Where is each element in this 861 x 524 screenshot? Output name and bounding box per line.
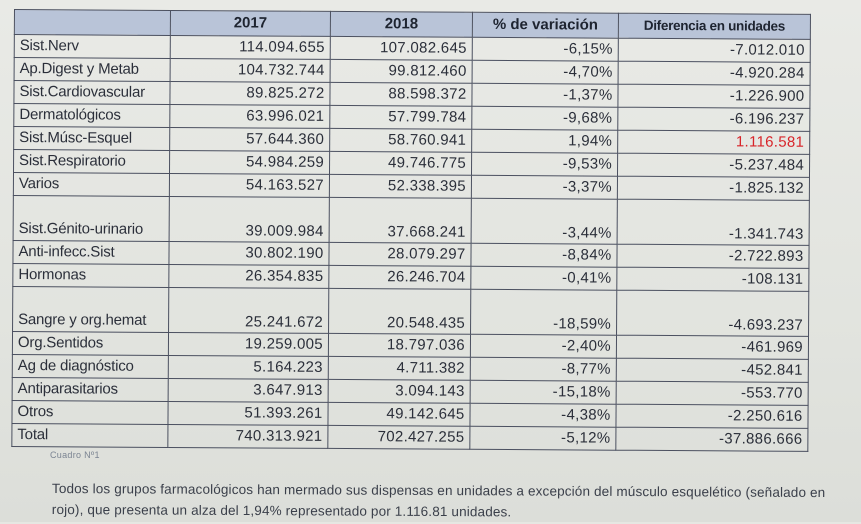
value-2018: 20.548.435 [329, 288, 471, 334]
value-diff: -4.693.237 [617, 290, 809, 336]
dispensing-table [11, 9, 811, 452]
value-pct: -18,59% [471, 289, 617, 335]
value-2017: 19.259.005 [168, 332, 328, 356]
header-2017: 2017 [170, 10, 330, 36]
value-2018: 58.760.941 [330, 128, 472, 152]
value-diff: -2.722.893 [617, 244, 809, 268]
row-name: Varios [13, 173, 169, 197]
value-pct: -0,41% [471, 266, 617, 290]
value-pct: -1,37% [472, 83, 618, 107]
value-2017: 54.984.259 [169, 150, 329, 174]
row-name: Otros [12, 400, 168, 424]
value-pct: -8,84% [471, 243, 617, 267]
value-pct: -9,53% [471, 152, 617, 176]
value-pct: -15,18% [470, 380, 616, 404]
value-2018: 28.079.297 [329, 242, 471, 266]
value-pct: -3,37% [471, 175, 617, 199]
value-2018: 3.094.143 [328, 379, 470, 403]
row-name: Org.Sentidos [12, 331, 168, 355]
value-pct: 1,94% [472, 129, 618, 153]
value-pct: -3,44% [471, 198, 617, 244]
table-row [13, 195, 809, 245]
value-pct: -8,77% [470, 357, 616, 381]
value-pct: -5,12% [470, 426, 616, 450]
value-2017: 5.164.223 [168, 355, 328, 379]
header-unit-difference: Diferencia en unidades [618, 13, 810, 39]
value-2018: 4.711.382 [328, 356, 470, 380]
value-diff: -461.969 [616, 335, 808, 359]
value-pct: -6,15% [472, 37, 618, 61]
row-name: Sist.Nerv [14, 35, 170, 59]
value-2018: 26.246.704 [329, 265, 471, 289]
header-2018: 2018 [330, 11, 472, 37]
value-2017: 25.241.672 [169, 287, 329, 333]
value-2017: 57.644.360 [170, 127, 330, 151]
value-diff: -37.886.666 [616, 427, 808, 451]
value-diff: -1.825.132 [617, 176, 809, 200]
row-name: Anti-infecc.Sist [13, 240, 169, 264]
value-2018: 107.082.645 [330, 36, 472, 60]
value-pct: -4,70% [472, 60, 618, 84]
value-2017: 30.802.190 [169, 241, 329, 265]
row-name: Sist.Músc-Esquel [14, 127, 170, 151]
value-2018: 702.427.255 [328, 425, 470, 449]
value-2018: 18.797.036 [328, 333, 470, 357]
value-pct: -4,38% [470, 403, 616, 427]
value-diff: -2.250.616 [616, 404, 808, 428]
value-diff: -6.196.237 [618, 107, 810, 131]
value-2018: 57.799.784 [330, 105, 472, 129]
value-2017: 26.354.835 [169, 264, 329, 288]
row-name: Sist.Respiratorio [14, 150, 170, 174]
value-2018: 49.746.775 [329, 151, 471, 175]
table-total-row [12, 423, 808, 451]
value-diff: -553.770 [616, 381, 808, 405]
value-2018: 49.142.645 [328, 402, 470, 426]
value-2017: 51.393.261 [168, 401, 328, 425]
value-diff: -452.841 [616, 358, 808, 382]
value-2017: 39.009.984 [169, 196, 329, 242]
value-pct: -2,40% [470, 334, 616, 358]
value-2018: 88.598.372 [330, 82, 472, 106]
row-name: Sangre y org.hemat [13, 286, 169, 332]
row-name: Total [12, 423, 168, 447]
value-2017: 104.732.744 [170, 58, 330, 82]
row-name: Hormonas [13, 263, 169, 287]
value-diff: -108.131 [617, 267, 809, 291]
header-pct-variation: % de variación [472, 12, 618, 38]
value-diff: -1.226.900 [618, 84, 810, 108]
table-caption: Cuadro Nº1 [50, 450, 100, 460]
row-name: Sist.Génito-urinario [13, 195, 169, 241]
value-diff: -1.341.743 [617, 199, 809, 245]
value-2017: 89.825.272 [170, 81, 330, 105]
row-name: Ap.Digest y Metab [14, 58, 170, 82]
value-2017: 114.094.655 [170, 35, 330, 59]
value-2018: 99.812.460 [330, 59, 472, 83]
value-diff: -7.012.010 [618, 38, 810, 62]
value-2017: 63.996.021 [170, 104, 330, 128]
value-diff: -4.920.284 [618, 61, 810, 85]
value-diff-highlighted: 1.116.581 [618, 130, 810, 154]
row-name: Ag de diagnóstico [12, 354, 168, 378]
value-2018: 37.668.241 [329, 197, 471, 243]
value-2017: 54.163.527 [169, 173, 329, 197]
value-2017: 3.647.913 [168, 378, 328, 402]
header-blank-cell [14, 10, 170, 36]
row-name: Sist.Cardiovascular [14, 81, 170, 105]
table-row [13, 286, 809, 336]
value-pct: -9,68% [472, 106, 618, 130]
row-name: Antiparasitarios [12, 377, 168, 401]
value-2017: 740.313.921 [168, 424, 328, 448]
row-name: Dermatológicos [14, 104, 170, 128]
body-paragraph: Todos los grupos farmacológicos han mermado sus dispensas en unidades a excepción del músculo esquelético (señalado en rojo), que presenta un alza del 1,94% representado por 1.116.81 unidades. [51, 480, 826, 520]
value-diff: -5.237.484 [617, 153, 809, 177]
value-2018: 52.338.395 [329, 174, 471, 198]
